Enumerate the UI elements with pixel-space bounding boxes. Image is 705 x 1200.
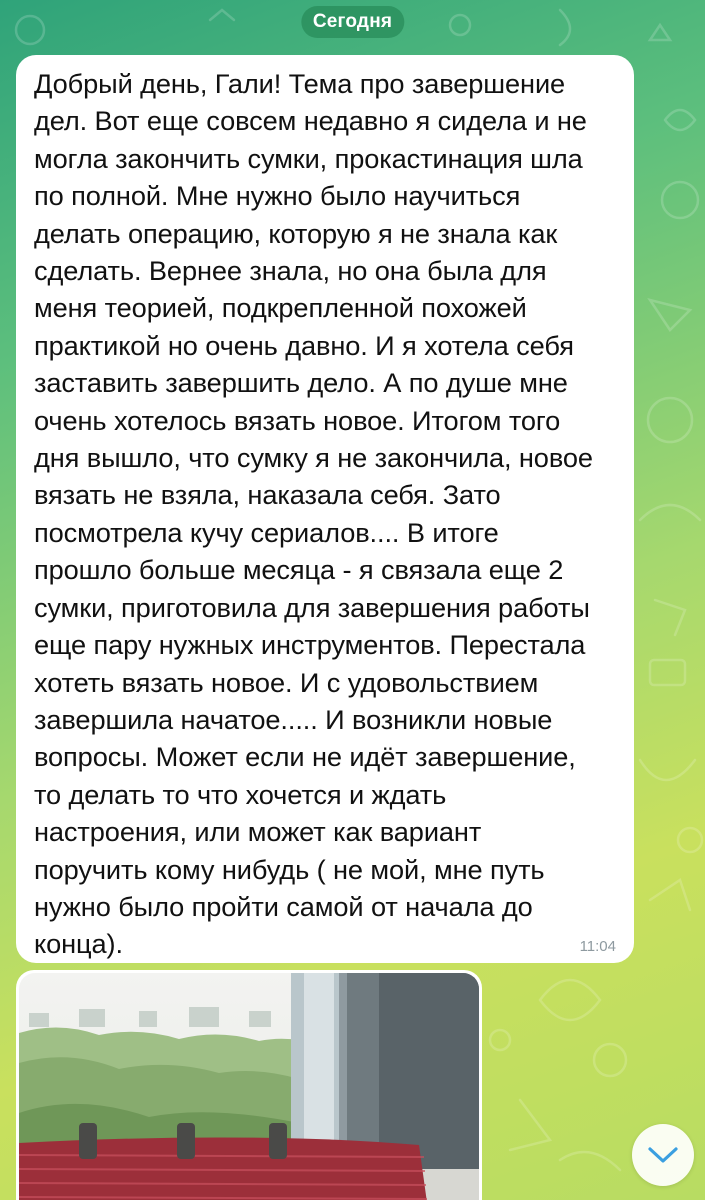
- message-time: 11:04: [579, 938, 616, 955]
- photo-window-view-bag-icon[interactable]: [19, 973, 479, 1200]
- date-separator: Сегодня: [301, 6, 404, 38]
- message-text: Добрый день, Гали! Тема про завершение дел. Вот еще совсем недавно я сидела и не могла закончить сумки, прокастинация шла по полной. Мне нужно было научиться делать операцию, которую я не знала как сделать. Вернее знала, но она была для меня теорией, подкрепленной похожей практикой но очень давно. И я хотела себя заставить завершить дело. А по душе мне очень хотелось вязать новое. Итогом того дня вышло, что сумку я не закончила, новое вязать не взяла, наказала себя. Зато посмотрела кучу сериалов.... В итоге прошло больше месяца - я связала еще 2 сумки, приготовила для завершения работы еще пару нужных инструментов. Перестала хотеть вязать новое. И с удовольствием завершила начатое..... И возникли новые вопросы. Может если не идёт завершение, то делать то что хочется и ждать настроения, или может как вариант поручить кому нибудь ( не мой, мне путь нужно было пройти самой от начала до конца).: [34, 68, 593, 960]
- scroll-down-button[interactable]: [632, 1124, 694, 1186]
- message-bubble[interactable]: [16, 55, 634, 963]
- photo-message-bubble[interactable]: [16, 970, 482, 1200]
- chevron-down-icon: [647, 1145, 679, 1165]
